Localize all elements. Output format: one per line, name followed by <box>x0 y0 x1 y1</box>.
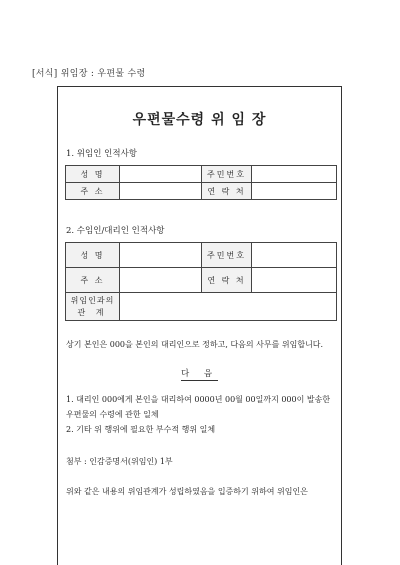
agent-address-field[interactable] <box>120 268 202 293</box>
section1-heading: 1. 위임인 인적사항 <box>66 149 137 159</box>
delegated-item-2: 2. 기타 위 행위에 필요한 부수적 행위 일체 <box>66 425 216 434</box>
agent-contact-label: 연 락 처 <box>202 268 252 293</box>
agent-name-field[interactable] <box>120 243 202 268</box>
grantor-info-table <box>65 165 337 200</box>
grantor-id-label: 주민번호 <box>202 166 252 183</box>
delegated-item-1: 1. 대리인 000에게 본인을 대리하여 0000년 00월 00일까지 000이 발송한 우편물의 수령에 관한 일체 <box>66 395 331 419</box>
power-of-attorney-sheet <box>57 86 342 565</box>
grantor-name-label: 성 명 <box>66 166 120 183</box>
agent-contact-field[interactable] <box>252 268 337 293</box>
document-title: 우편물수령 위 임 장 <box>132 112 267 128</box>
agent-relation-label-line1: 위임인과의 <box>70 295 115 305</box>
agent-name-label: 성 명 <box>66 243 120 268</box>
grantor-contact-field[interactable] <box>252 183 337 200</box>
subheading <box>58 367 341 379</box>
grantor-address-label: 주 소 <box>66 183 120 200</box>
section2-heading: 2. 수임인/대리인 인적사항 <box>66 226 165 236</box>
agent-info-table <box>65 242 337 321</box>
agent-address-label: 주 소 <box>66 268 120 293</box>
delegation-statement: 상기 본인은 000을 본인의 대리인으로 정하고, 다음의 사무를 위임합니다. <box>66 340 324 349</box>
agent-relation-label-line2: 관 계 <box>77 307 108 317</box>
grantor-address-field[interactable] <box>120 183 202 200</box>
agent-id-label: 주민번호 <box>202 243 252 268</box>
subheading-text: 다 음 <box>180 369 219 379</box>
attachment-note: 첨부 : 인감증명서(위임인) 1부 <box>66 457 173 466</box>
agent-id-field[interactable] <box>252 243 337 268</box>
agent-relation-field[interactable] <box>120 293 337 321</box>
form-caption: [서식] 위임장 : 우편물 수령 <box>32 69 146 79</box>
grantor-name-field[interactable] <box>120 166 202 183</box>
grantor-contact-label: 연 락 처 <box>202 183 252 200</box>
agent-relation-label <box>66 293 120 321</box>
closing-statement: 위와 같은 내용의 위임관계가 성립하였음을 입증하기 위하여 위임인은 <box>66 487 308 496</box>
grantor-id-field[interactable] <box>252 166 337 183</box>
